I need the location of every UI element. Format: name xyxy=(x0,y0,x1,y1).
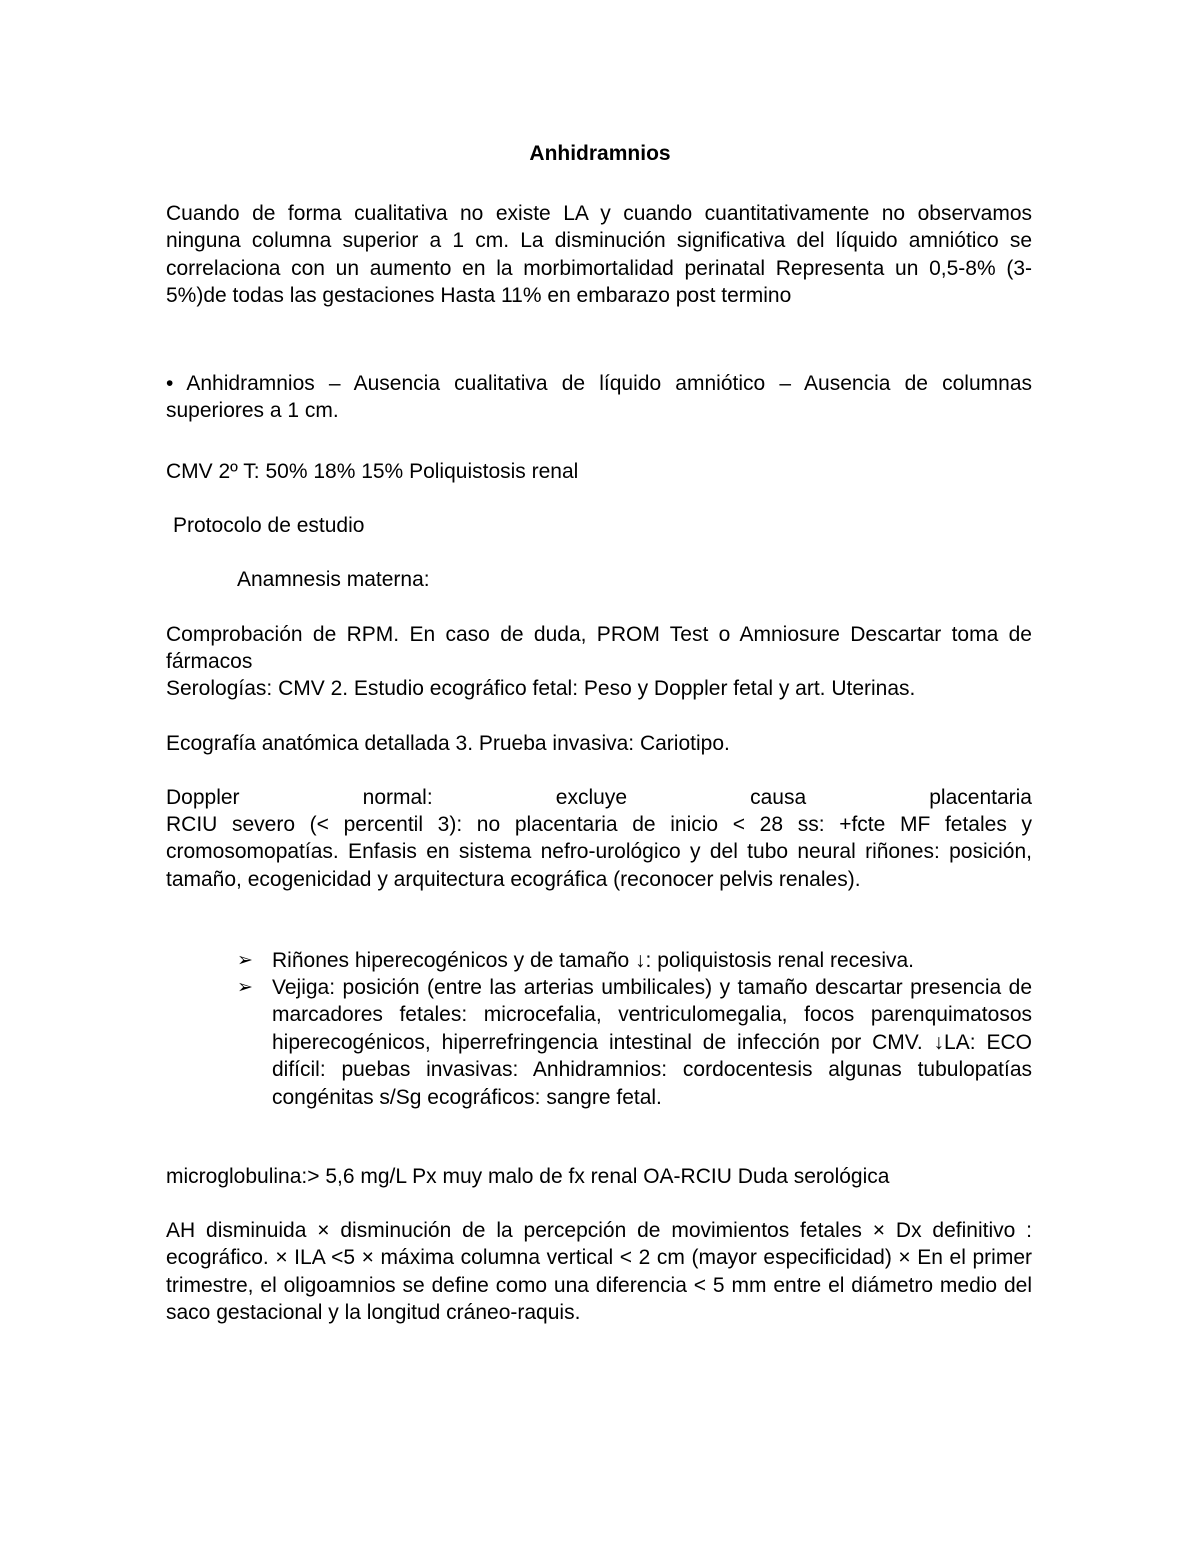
definition-bullet-paragraph: • Anhidramnios – Ausencia cualitativa de líquido amniótico – Ausencia de columnas superiores a 1 cm. xyxy=(166,372,1032,423)
cmv-line: CMV 2º T: 50% 18% 15% Poliquistosis renal xyxy=(166,460,579,483)
doppler-paragraph: RCIU severo (< percentil 3): no placentaria de inicio < 28 ss: +fcte MF fetales y cromosomopatías. Enfasis en sistema nefro-urológico y del tubo neural riñones: posición, tamaño, ecogenicidad y arquitectura ecográfica (reconocer pelvis renales). xyxy=(166,813,1032,891)
arrowhead-bullet-icon: ➢ xyxy=(237,977,253,998)
ecografia-line: Ecografía anatómica detallada 3. Prueba invasiva: Cariotipo. xyxy=(166,732,730,755)
doppler-line: Doppler normal: excluye causa placentaria xyxy=(166,786,1032,809)
list-item: Riñones hiperecogénicos y de tamaño ↓: poliquistosis renal recesiva. xyxy=(272,949,915,972)
ah-paragraph: AH disminuida × disminución de la percepción de movimientos fetales × Dx definitivo : ecográfico. × ILA <5 × máxima columna vertical < 2 cm (mayor especificidad) × En el primer trimestre, el oligoamnios se define como una diferencia < 5 mm entre el diámetro medio del saco gestacional y la longitud cráneo-raquis. xyxy=(166,1219,1032,1325)
list-item: Vejiga: posición (entre las arterias umbilicales) y tamaño descartar presencia de marcadores fetales: microcefalia, ventriculomegalia, focos parenquimatosos hiperecogénicos, hiperrefringencia intestinal de infección por CMV. ↓LA: ECO difícil: puebas invasivas: Anhidramnios: cordocentesis algunas tubulopatías congénitas s/Sg ecográficos: sangre fetal. xyxy=(272,976,1032,1109)
anamnesis-heading: Anamnesis materna: xyxy=(237,568,430,591)
intro-paragraph: Cuando de forma cualitativa no existe LA y cuando cuantitativamente no observamos ninguna columna superior a 1 cm. La disminución significativa del líquido amniótico se correlaciona con un aumento en la morbimortalidad perinatal Representa un 0,5-8% (3-5%)de todas las gestaciones Hasta 11% en embarazo post termino xyxy=(166,202,1032,308)
microglobulina-line: microglobulina:> 5,6 mg/L Px muy malo de fx renal OA-RCIU Duda serológica xyxy=(166,1165,890,1188)
document-title: Anhidramnios xyxy=(529,142,671,165)
protocol-heading: Protocolo de estudio xyxy=(173,514,365,537)
arrowhead-bullet-icon: ➢ xyxy=(237,950,253,971)
rpm-paragraph-line2: Serologías: CMV 2. Estudio ecográfico fetal: Peso y Doppler fetal y art. Uterinas. xyxy=(166,677,916,700)
rpm-paragraph-line1: Comprobación de RPM. En caso de duda, PROM Test o Amniosure Descartar toma de fármacos xyxy=(166,623,1032,674)
